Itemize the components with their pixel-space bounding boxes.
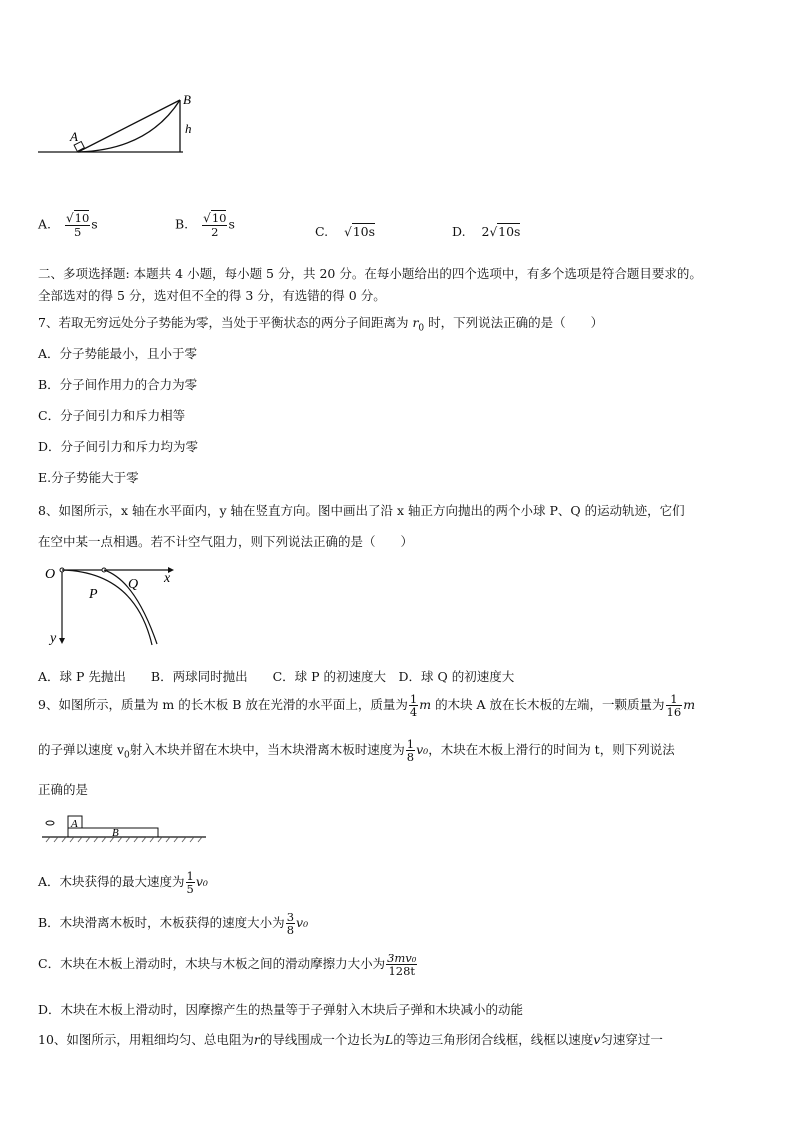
q6-option-d: D. 2√10s xyxy=(452,224,521,239)
label-a: A xyxy=(70,129,78,144)
q7-option-e: E.分子势能大于零 xyxy=(38,470,139,485)
incline-figure xyxy=(38,90,208,160)
label-h: h xyxy=(185,121,192,136)
q9-option-b: B．木块滑离木板时，木板获得的速度大小为 $\frac{3}{8}$ v₀ xyxy=(38,910,309,938)
block-a-label: A xyxy=(71,818,78,830)
curve-q: Q xyxy=(128,577,139,592)
q9-line3: 正确的是 xyxy=(38,782,89,797)
q9-option-a: A．木块获得的最大速度为 $\frac{1}{5}$ v₀ xyxy=(38,869,208,897)
axis-x: x xyxy=(164,571,171,586)
q7-option-b: B．分子间作用力的合力为零 xyxy=(38,377,198,392)
q9-line2: 的子弹以速度 $v_0$射入木块并留在木块中，当木块滑离木板时速度为 $\frac{1}{8}$ v₀，木块在木板上滑行的时间为 t，则下列说法 xyxy=(38,737,675,765)
label-b: B xyxy=(183,92,191,107)
q7-option-c: C．分子间引力和斥力相等 xyxy=(38,408,186,423)
q6-option-b: B. $\frac{√10}{2}$ s xyxy=(175,211,235,239)
q9-figure xyxy=(40,812,210,846)
q6-option-c: C. √10s xyxy=(315,224,376,239)
q8-figure xyxy=(40,560,190,650)
q7-option-a: A．分子势能最小，且小于零 xyxy=(38,346,198,361)
curve-p: P xyxy=(89,587,98,602)
axis-o: O xyxy=(45,567,56,582)
q6-option-a: A. $\frac{√10}{5}$ s xyxy=(38,211,98,239)
q9-option-d: D．木块在木板上滑动时，因摩擦产生的热量等于子弹射入木块后子弹和木块减小的动能 xyxy=(38,1002,524,1017)
q8-options: A．球 P 先抛出 B．两球同时抛出 C．球 P 的初速度大 D．球 Q 的初速度大 xyxy=(38,669,515,684)
q8-line2: 在空中某一点相遇。若不计空气阻力，则下列说法正确的是（ ） xyxy=(38,534,414,549)
section2-line1: 二、多项选择题: 本题共 4 小题，每小题 5 分，共 20 分。在每小题给出的四个选项中，有多个选项是符合题目要求的。 xyxy=(38,266,702,281)
board-b-label: B xyxy=(112,827,119,839)
q9-line1: 9、如图所示，质量为 m 的长木板 B 放在光滑的水平面上，质量为 $\frac{1}{4}$ m 的木块 A 放在长木板的左端，一颗质量为 $\frac{1}{16}$ m xyxy=(38,692,696,720)
q9-option-c: C．木块在木板上滑动时，木块与木板之间的滑动摩擦力大小为 $\frac{\text{3mv₀}}{128t}$ xyxy=(38,951,417,979)
axis-y: y xyxy=(50,631,57,646)
q7-stem: 7、若取无穷远处分子势能为零，当处于平衡状态的两分子间距离为 $r_0$ 时，下列说法正确的是（ ） xyxy=(38,315,604,334)
q10-line1: 10、如图所示，用粗细均匀、总电阻为r的导线围成一个边长为L的等边三角形闭合线框，线框以速度v匀速穿过一 xyxy=(38,1032,663,1047)
q8-line1: 8、如图所示，x 轴在水平面内，y 轴在竖直方向。图中画出了沿 x 轴正方向抛出的两个小球 P、Q 的运动轨迹，它们 xyxy=(38,503,685,518)
q7-option-d: D．分子间引力和斥力均为零 xyxy=(38,439,199,454)
section2-line2: 全部选对的得 5 分，选对但不全的得 3 分，有选错的得 0 分。 xyxy=(38,288,386,303)
